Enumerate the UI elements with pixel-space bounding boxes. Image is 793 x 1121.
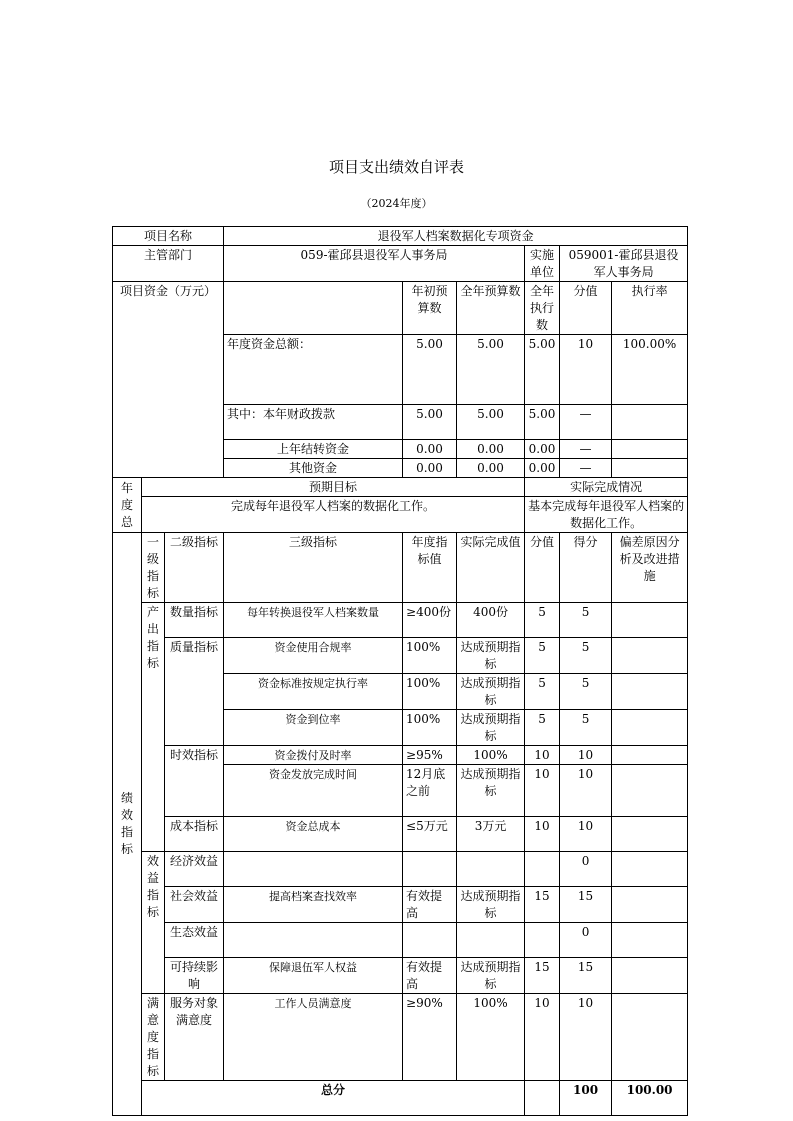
- indicator-target: 12月底之前: [403, 765, 457, 817]
- indicator-score: 5: [560, 710, 612, 746]
- funds-row-label: 年度资金总额：: [224, 335, 403, 405]
- indicator-reason: [612, 603, 688, 638]
- indicator-target: 100%: [403, 638, 457, 674]
- impl-label: 实施单位: [525, 246, 560, 282]
- group-satisfaction: 满意度指标: [142, 994, 165, 1081]
- indicator-actual: 达成预期指标: [457, 887, 525, 923]
- funds-row-annual: 5.00: [457, 335, 525, 405]
- funds-row-initial: 5.00: [403, 335, 457, 405]
- actual-status-label: 实际完成情况: [525, 478, 688, 497]
- funds-row-rate: [612, 405, 688, 440]
- funds-row-exec: 0.00: [525, 440, 560, 459]
- funds-row-label: 其他资金: [224, 459, 403, 478]
- level2-quantity: 数量指标: [165, 603, 224, 638]
- funds-row-initial: 0.00: [403, 440, 457, 459]
- expected-goal-label: 预期目标: [142, 478, 525, 497]
- indicator-reason: [612, 958, 688, 994]
- indicator-target: ≥400份: [403, 603, 457, 638]
- level2-social: 社会效益: [165, 887, 224, 923]
- indicator-l3: [224, 923, 403, 958]
- indicator-value: 10: [525, 746, 560, 765]
- indicator-value: 15: [525, 887, 560, 923]
- indicator-value: 5: [525, 710, 560, 746]
- indicator-target: ≤5万元: [403, 817, 457, 852]
- header-target: 年度指标值: [403, 533, 457, 603]
- indicator-score: 5: [560, 674, 612, 710]
- page-subtitle: （2024年度）: [360, 197, 433, 210]
- indicator-l3: 资金标准按规定执行率: [224, 674, 403, 710]
- header-reason: 偏差原因分析及改进措施: [612, 533, 688, 603]
- indicator-actual: 达成预期指标: [457, 958, 525, 994]
- group-benefit: 效益指标: [142, 852, 165, 994]
- funds-row-exec: 5.00: [525, 335, 560, 405]
- indicator-l3: 提高档案查找效率: [224, 887, 403, 923]
- project-name: 退役军人档案数据化专项资金: [224, 227, 688, 246]
- indicator-reason: [612, 852, 688, 887]
- indicator-value: 10: [525, 765, 560, 817]
- indicator-score: 15: [560, 958, 612, 994]
- indicator-value: 10: [525, 994, 560, 1081]
- funds-header-annual: 全年预算数: [457, 282, 525, 335]
- header-level3: 三级指标: [224, 533, 403, 603]
- indicators-label: 绩效指标: [113, 533, 142, 1116]
- level2-ecological: 生态效益: [165, 923, 224, 958]
- funds-row-label: 其中：本年财政拨款: [224, 405, 403, 440]
- indicator-target: ≥90%: [403, 994, 457, 1081]
- indicator-value: 15: [525, 958, 560, 994]
- impl-value: 059001-霍邱县退役军人事务局: [560, 246, 688, 282]
- indicator-l3: 资金使用合规率: [224, 638, 403, 674]
- indicator-score: 5: [560, 638, 612, 674]
- indicator-l3: 资金总成本: [224, 817, 403, 852]
- funds-header-initial: 年初预算数: [403, 282, 457, 335]
- funds-row-annual: 0.00: [457, 459, 525, 478]
- total-value: 100: [560, 1081, 612, 1116]
- header-level1: 一级指标: [142, 533, 165, 603]
- indicator-value: [525, 852, 560, 887]
- funds-row-rate: [612, 440, 688, 459]
- funds-row-value: —: [560, 405, 612, 440]
- indicator-score: 10: [560, 994, 612, 1081]
- indicator-score: 0: [560, 923, 612, 958]
- indicator-reason: [612, 817, 688, 852]
- indicator-actual: [457, 923, 525, 958]
- indicator-reason: [612, 746, 688, 765]
- indicator-actual: [457, 852, 525, 887]
- indicator-value: 5: [525, 638, 560, 674]
- indicator-target: [403, 852, 457, 887]
- funds-row-annual: 0.00: [457, 440, 525, 459]
- page-title: 项目支出绩效自评表: [328, 158, 464, 176]
- indicator-score: 0: [560, 852, 612, 887]
- indicator-actual: 100%: [457, 994, 525, 1081]
- indicator-score: 15: [560, 887, 612, 923]
- indicator-l3: 每年转换退役军人档案数量: [224, 603, 403, 638]
- funds-header-rate: 执行率: [612, 282, 688, 335]
- funds-row-initial: 0.00: [403, 459, 457, 478]
- indicator-target: [403, 923, 457, 958]
- header-value: 分值: [525, 533, 560, 603]
- header-score: 得分: [560, 533, 612, 603]
- indicator-value: 10: [525, 817, 560, 852]
- indicator-score: 10: [560, 765, 612, 817]
- funds-row-value: —: [560, 459, 612, 478]
- indicator-target: 有效提高: [403, 887, 457, 923]
- funds-header-exec: 全年执行数: [525, 282, 560, 335]
- indicator-target: 100%: [403, 710, 457, 746]
- level2-sustainable: 可持续影响: [165, 958, 224, 994]
- indicator-score: 5: [560, 603, 612, 638]
- level2-service: 服务对象满意度: [165, 994, 224, 1081]
- header-level2: 二级指标: [165, 533, 224, 603]
- dept-value: 059-霍邱县退役军人事务局: [224, 246, 525, 282]
- actual-status: 基本完成每年退役军人档案的数据化工作。: [525, 497, 688, 533]
- indicator-actual: 100%: [457, 746, 525, 765]
- funds-header-blank: [224, 282, 403, 335]
- funds-row-label: 上年结转资金: [224, 440, 403, 459]
- indicator-l3: 工作人员满意度: [224, 994, 403, 1081]
- indicator-target: 有效提高: [403, 958, 457, 994]
- indicator-l3: [224, 852, 403, 887]
- level2-economic: 经济效益: [165, 852, 224, 887]
- indicator-score: 10: [560, 746, 612, 765]
- indicator-actual: 达成预期指标: [457, 765, 525, 817]
- total-label: 总分: [142, 1081, 525, 1116]
- level2-cost: 成本指标: [165, 817, 224, 852]
- indicator-actual: 达成预期指标: [457, 710, 525, 746]
- funds-header-value: 分值: [560, 282, 612, 335]
- funds-row-value: —: [560, 440, 612, 459]
- funds-label: 项目资金（万元）: [113, 282, 224, 478]
- indicator-actual: 达成预期指标: [457, 674, 525, 710]
- indicator-target: ≥95%: [403, 746, 457, 765]
- indicator-reason: [612, 638, 688, 674]
- project-name-label: 项目名称: [113, 227, 224, 246]
- indicator-score: 10: [560, 817, 612, 852]
- funds-row-exec: 0.00: [525, 459, 560, 478]
- indicator-l3: 资金发放完成时间: [224, 765, 403, 817]
- funds-row-rate: [612, 459, 688, 478]
- indicator-l3: 资金拨付及时率: [224, 746, 403, 765]
- total-score: 100.00: [612, 1081, 688, 1116]
- indicator-reason: [612, 765, 688, 817]
- indicator-reason: [612, 994, 688, 1081]
- indicator-target: 100%: [403, 674, 457, 710]
- indicator-actual: 3万元: [457, 817, 525, 852]
- funds-row-initial: 5.00: [403, 405, 457, 440]
- level2-timeliness: 时效指标: [165, 746, 224, 817]
- funds-row-exec: 5.00: [525, 405, 560, 440]
- funds-row-annual: 5.00: [457, 405, 525, 440]
- total-blank: [525, 1081, 560, 1116]
- funds-row-rate: 100.00%: [612, 335, 688, 405]
- indicator-actual: 400份: [457, 603, 525, 638]
- indicator-value: [525, 923, 560, 958]
- annual-goal-label: 年度总: [113, 478, 142, 533]
- indicator-reason: [612, 923, 688, 958]
- indicator-value: 5: [525, 674, 560, 710]
- header-actual: 实际完成值: [457, 533, 525, 603]
- indicator-actual: 达成预期指标: [457, 638, 525, 674]
- group-output: 产出指标: [142, 603, 165, 852]
- expected-goal: 完成每年退役军人档案的数据化工作。: [142, 497, 525, 533]
- indicator-l3: 资金到位率: [224, 710, 403, 746]
- indicator-reason: [612, 710, 688, 746]
- dept-label: 主管部门: [113, 246, 224, 282]
- indicator-value: 5: [525, 603, 560, 638]
- level2-quality: 质量指标: [165, 638, 224, 746]
- indicator-reason: [612, 674, 688, 710]
- indicator-reason: [612, 887, 688, 923]
- self-evaluation-table: [112, 226, 688, 1116]
- indicator-l3: 保障退伍军人权益: [224, 958, 403, 994]
- funds-row-value: 10: [560, 335, 612, 405]
